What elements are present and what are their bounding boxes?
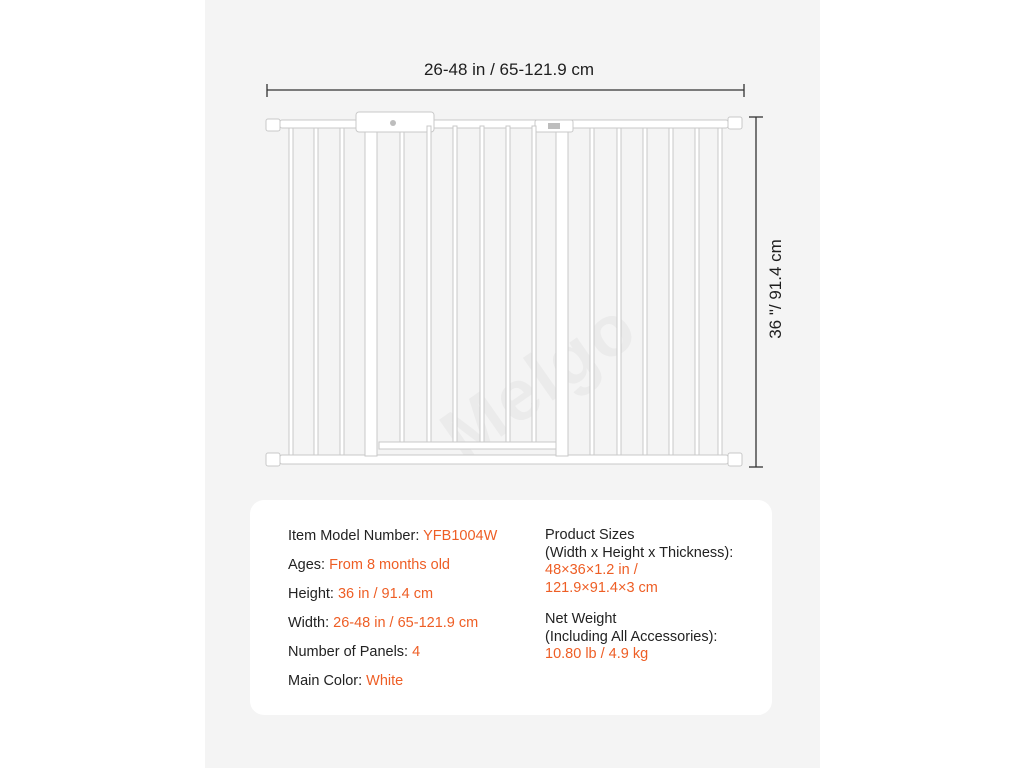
width-dimension-label: 26-48 in / 65-121.9 cm xyxy=(423,60,595,79)
latch-knob xyxy=(390,120,396,126)
spec-card xyxy=(250,500,772,715)
height-dimension-line xyxy=(749,117,763,467)
spec-list-right xyxy=(545,527,733,678)
spec-net-weight: Net Weight (Including All Accessories): 10.80 lb / 4.9 kg xyxy=(545,611,718,662)
spec-height: Height: 36 in / 91.4 cm xyxy=(288,586,434,602)
spec-list-left xyxy=(288,527,497,701)
gate xyxy=(266,112,742,466)
width-dimension-line xyxy=(267,84,744,97)
spec-ages: Ages: From 8 months old xyxy=(288,557,450,573)
spec-width: Width: 26-48 in / 65-121.9 cm xyxy=(288,615,479,631)
spec-panels: Number of Panels: 4 xyxy=(288,644,421,660)
latch-catch xyxy=(548,123,560,129)
spec-color: Main Color: White xyxy=(288,673,404,689)
spec-model: Item Model Number: YFB1004W xyxy=(288,528,498,544)
spec-product-sizes: Product Sizes (Width x Height x Thickness): 48×36×1.2 in / 121.9×91.4×3 cm xyxy=(545,527,734,596)
height-dimension-label: 36 "/ 91.4 cm xyxy=(766,239,785,339)
